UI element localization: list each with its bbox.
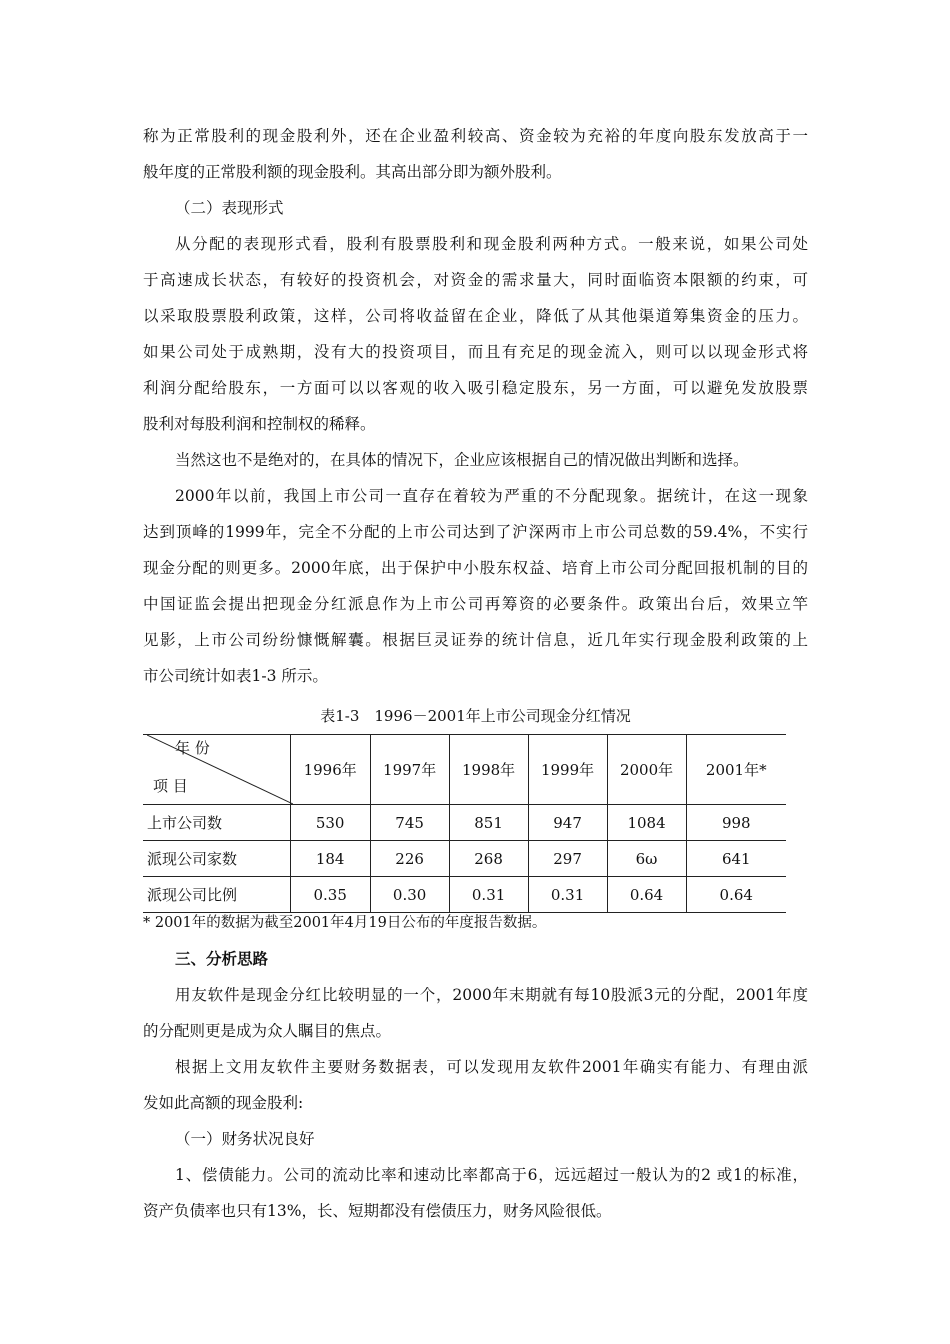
paragraph-line: 现金分配的则更多。2000年底，出于保护中小股东权益、培育上市公司分配回报机制的目的 [143, 559, 808, 577]
paragraph-line: 市公司统计如表1-3 所示。 [143, 667, 328, 685]
table-caption: 表1-3 1996－2001年上市公司现金分红情况 [320, 707, 631, 725]
year-header: 2001年* [686, 735, 786, 805]
year-header: 1999年 [528, 735, 607, 805]
paragraph-line: 中国证监会提出把现金分红派息作为上市公司再筹资的必要条件。政策出台后，效果立竿 [143, 595, 808, 613]
paragraph-line: 资产负债率也只有13%，长、短期都没有偿债压力，财务风险很低。 [143, 1202, 612, 1220]
paragraph-line: 当然这也不是绝对的，在具体的情况下，企业应该根据自己的情况做出判断和选择。 [175, 451, 749, 469]
table-cell: 947 [528, 805, 607, 841]
table-cell: 0.64 [686, 877, 786, 913]
row-label: 上市公司数 [143, 805, 290, 841]
corner-label-item: 项 目 [153, 777, 188, 795]
year-header: 1996年 [290, 735, 370, 805]
paragraph-line: 2000年以前，我国上市公司一直存在着较为严重的不分配现象。据统计，在这一现象 [175, 487, 808, 505]
table-cell: 998 [686, 805, 786, 841]
table-cell: 1084 [607, 805, 686, 841]
table-cell: 226 [370, 841, 449, 877]
year-header: 1998年 [449, 735, 528, 805]
paragraph-line: 称为正常股利的现金股利外，还在企业盈利较高、资金较为充裕的年度向股东发放高于一 [143, 127, 808, 145]
paragraph-line: 根据上文用友软件主要财务数据表，可以发现用友软件2001年确实有能力、有理由派 [175, 1058, 808, 1076]
table-cell: 0.31 [528, 877, 607, 913]
table-cell: 530 [290, 805, 370, 841]
section-heading-analysis: 三、分析思路 [175, 950, 269, 968]
paragraph-line: 从分配的表现形式看，股利有股票股利和现金股利两种方式。一般来说，如果公司处 [175, 235, 808, 253]
table-cell: 0.31 [449, 877, 528, 913]
row-label: 派现公司比例 [143, 877, 290, 913]
table-header-row [143, 735, 786, 805]
paragraph-line: 的分配则更是成为众人瞩目的焦点。 [143, 1022, 392, 1040]
paragraph-line: 般年度的正常股利额的现金股利。其高出部分即为额外股利。 [143, 163, 562, 181]
paragraph-line: 见影，上市公司纷纷慷慨解囊。根据巨灵证券的统计信息，近几年实行现金股利政策的上 [143, 631, 808, 649]
table-cell: 297 [528, 841, 607, 877]
row-label: 派现公司家数 [143, 841, 290, 877]
section-heading-financial: （一）财务状况良好 [175, 1130, 315, 1148]
table-cell: 268 [449, 841, 528, 877]
table-note: * 2001年的数据为截至2001年4月19日公布的年度报告数据。 [143, 915, 547, 931]
table-corner-cell [143, 735, 290, 805]
table-cell: 851 [449, 805, 528, 841]
paragraph-line: 于高速成长状态，有较好的投资机会，对资金的需求量大，同时面临资本限额的约束，可 [143, 271, 808, 289]
paragraph-line: 达到顶峰的1999年，完全不分配的上市公司达到了沪深两市上市公司总数的59.4%，不实行 [143, 523, 808, 541]
paragraph-line: 以采取股票股利政策，这样，公司将收益留在企业，降低了从其他渠道筹集资金的压力。 [143, 307, 808, 325]
year-header: 1997年 [370, 735, 449, 805]
paragraph-line: 1、偿债能力。公司的流动比率和速动比率都高于6，远远超过一般认为的2 或1的标准， [175, 1166, 808, 1184]
table-cell: 0.35 [290, 877, 370, 913]
corner-label-year: 年 份 [175, 739, 210, 757]
dividend-table [143, 734, 786, 913]
table-row [143, 805, 786, 841]
paragraph-line: 利润分配给股东，一方面可以以客观的收入吸引稳定股东，另一方面，可以避免发放股票 [143, 379, 808, 397]
paragraph-line: 如果公司处于成熟期，没有大的投资项目，而且有充足的现金流入，则可以以现金形式将 [143, 343, 808, 361]
section-heading-form: （二）表现形式 [175, 199, 284, 217]
table-row [143, 877, 786, 913]
paragraph-line: 用友软件是现金分红比较明显的一个，2000年末期就有每10股派3元的分配，2001年度 [175, 986, 808, 1004]
table-cell: 184 [290, 841, 370, 877]
year-header: 2000年 [607, 735, 686, 805]
paragraph-line: 股利对每股利润和控制权的稀释。 [143, 415, 376, 433]
table-cell: 0.30 [370, 877, 449, 913]
table-cell: 0.64 [607, 877, 686, 913]
table-cell: 641 [686, 841, 786, 877]
paragraph-line: 发如此高额的现金股利: [143, 1094, 304, 1112]
table-row [143, 841, 786, 877]
table-cell: 6ω [607, 841, 686, 877]
table-cell: 745 [370, 805, 449, 841]
